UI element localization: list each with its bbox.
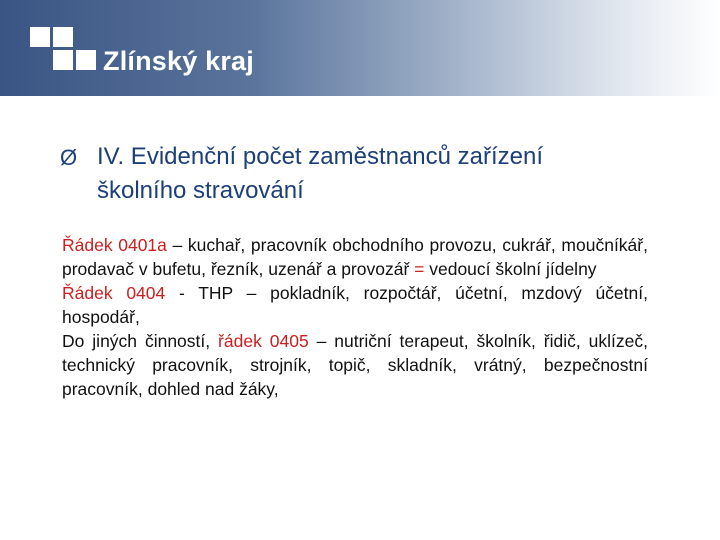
paragraph-text: – kuchař, pracovník obchodního provozu, cukrář, moučníkář, prodavač v bufetu, řezník, uzenář a provozář: [62, 235, 648, 279]
heading-line-2: školního stravování: [97, 177, 304, 204]
row-label-0405: řádek 0405: [218, 331, 309, 351]
equals-sign: =: [414, 259, 425, 279]
logo-square-icon: [76, 50, 96, 70]
logo-text: Zlínský kraj: [103, 46, 254, 76]
header-banner: [0, 0, 720, 96]
paragraph-0401a: [62, 233, 648, 281]
row-label-0404: Řádek 0404: [62, 283, 166, 303]
logo-square-icon: [53, 50, 73, 70]
slide-heading: [60, 140, 700, 208]
paragraph-text: - THP – pokladník, rozpočtář, účetní, mzdový účetní, hospodář,: [62, 283, 648, 327]
paragraph-0405: [62, 329, 648, 401]
paragraph-0404: [62, 281, 648, 329]
logo-square-icon: [30, 27, 50, 47]
arrow-bullet-icon: Ø: [60, 145, 78, 170]
heading-line-1: IV. Evidenční počet zaměstnanců zařízení: [97, 143, 544, 170]
paragraph-prefix: Do jiných činností,: [62, 331, 219, 351]
paragraph-text: – nutriční terapeut, školník, řidič, uklízeč, technický pracovník, strojník, topič, skladník, vrátný, bezpečnostní pracovník, dohled nad žáky,: [62, 331, 648, 399]
row-label-0401a: Řádek 0401a: [62, 235, 167, 255]
slide-body: [62, 233, 648, 401]
logo-square-icon: [53, 27, 73, 47]
paragraph-text: vedoucí školní jídelny: [424, 259, 597, 279]
